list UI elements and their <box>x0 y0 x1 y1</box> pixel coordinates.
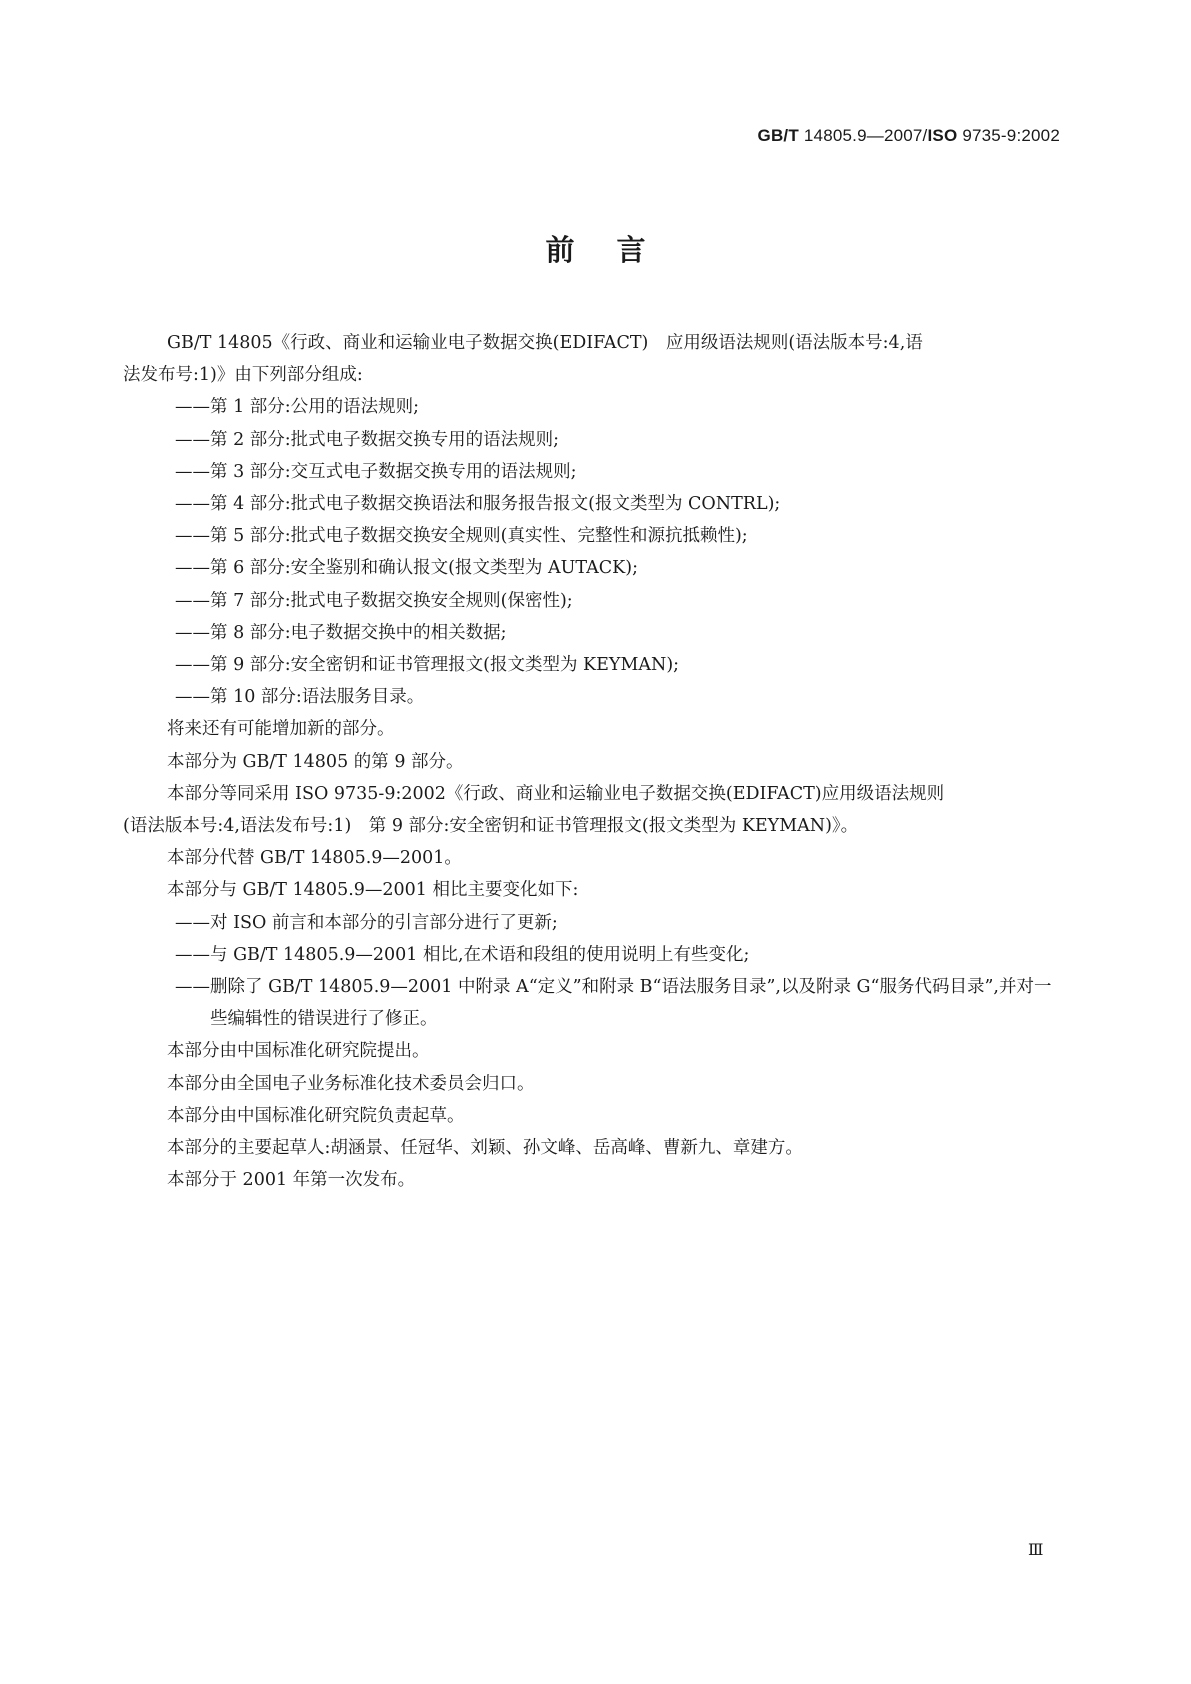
part-item: ——第 3 部分:交互式电子数据交换专用的语法规则; <box>175 461 577 482</box>
part-item: ——第 1 部分:公用的语法规则; <box>175 397 420 418</box>
part-item: ——第 9 部分:安全密钥和证书管理报文(报文类型为 KEYMAN); <box>175 655 680 676</box>
page-title: 前言 <box>545 233 688 267</box>
equivalence-line-2: (语法版本号:4,语法发布号:1) 第 9 部分:安全密钥和证书管理报文(报文类型为 KEYMAN)》。 <box>123 816 859 837</box>
proposed-by-note: 本部分由中国标准化研究院提出。 <box>167 1041 430 1062</box>
part-item: ——第 6 部分:安全鉴别和确认报文(报文类型为 AUTACK); <box>175 558 638 579</box>
changes-intro: 本部分与 GB/T 14805.9—2001 相比主要变化如下: <box>167 880 579 901</box>
standard-number-header <box>758 126 1060 146</box>
first-issued-note: 本部分于 2001 年第一次发布。 <box>167 1170 416 1191</box>
drafted-by-note: 本部分由中国标准化研究院负责起草。 <box>167 1105 465 1126</box>
future-parts-note: 将来还有可能增加新的部分。 <box>167 719 395 740</box>
part-item: ——第 5 部分:批式电子数据交换安全规则(真实性、完整性和源抗抵赖性); <box>175 526 748 547</box>
drafters-note: 本部分的主要起草人:胡涵景、任冠华、刘颖、孙文峰、岳高峰、曹新九、章建方。 <box>167 1138 803 1159</box>
foreword-body <box>123 327 1063 1196</box>
std-code-number: 14805.9—2007/ <box>803 126 928 145</box>
this-part-note: 本部分为 GB/T 14805 的第 9 部分。 <box>167 751 464 772</box>
std-code-prefix: GB/T <box>757 126 799 145</box>
part-item: ——第 7 部分:批式电子数据交换安全规则(保密性); <box>175 590 573 611</box>
replaces-note: 本部分代替 GB/T 14805.9—2001。 <box>167 848 462 869</box>
change-item: ——对 ISO 前言和本部分的引言部分进行了更新; <box>175 912 558 933</box>
intro-line-1: GB/T 14805《行政、商业和运输业电子数据交换(EDIFACT) 应用级语法规则(语法版本号:4,语 <box>167 333 923 353</box>
change-item: ——与 GB/T 14805.9—2001 相比,在术语和段组的使用说明上有些变化; <box>175 944 750 965</box>
part-item: ——第 10 部分:语法服务目录。 <box>175 687 425 708</box>
intro-line-2: 法发布号:1)》由下列部分组成: <box>123 365 363 386</box>
change-item: ——删除了 GB/T 14805.9—2001 中附录 A“定义”和附录 B“语法服务目录”,以及附录 G“服务代码目录”,并对一些编辑性的错误进行了修正。 <box>175 977 1052 1030</box>
managed-by-note: 本部分由全国电子业务标准化技术委员会归口。 <box>167 1073 535 1094</box>
page-number: Ⅲ <box>1028 1540 1044 1559</box>
part-item: ——第 8 部分:电子数据交换中的相关数据; <box>175 622 507 643</box>
part-item: ——第 2 部分:批式电子数据交换专用的语法规则; <box>175 429 560 450</box>
equivalence-line-1: 本部分等同采用 ISO 9735-9:2002《行政、商业和运输业电子数据交换(EDIFACT)应用级语法规则 <box>167 783 945 804</box>
part-item: ——第 4 部分:批式电子数据交换语法和服务报告报文(报文类型为 CONTRL); <box>175 494 781 515</box>
std-code-iso: ISO <box>927 126 958 145</box>
std-code-iso-number: 9735-9:2002 <box>962 126 1060 145</box>
